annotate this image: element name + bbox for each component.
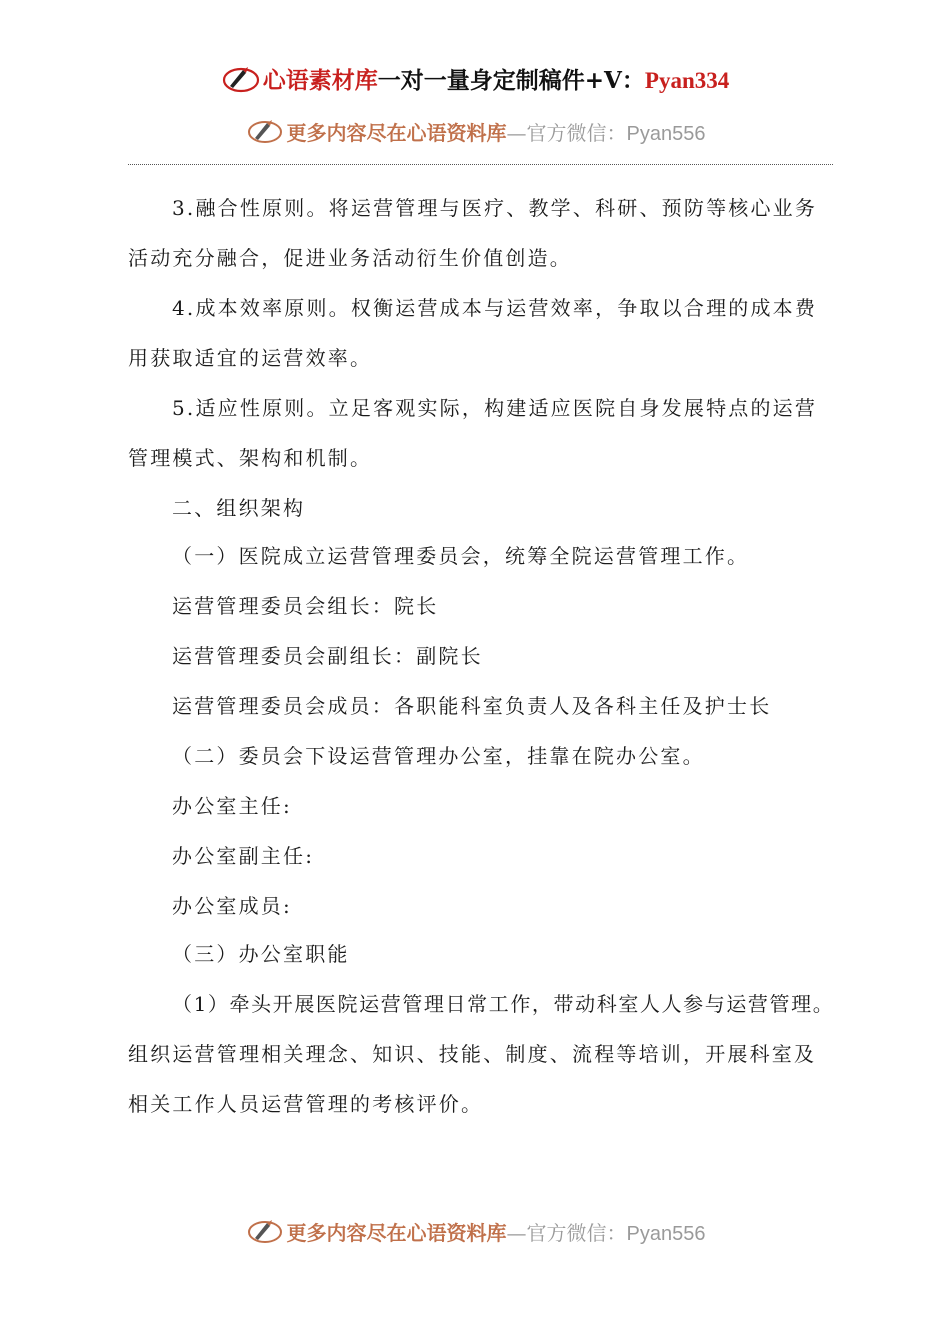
principle-5-line1: 5.适应性原则。立足客观实际，构建适应医院自身发展特点的运营 — [172, 396, 818, 420]
header-contact: Pyan334 — [644, 68, 730, 93]
top-banner — [0, 116, 950, 146]
footer-banner-dash: — — [506, 1221, 527, 1245]
committee-leader: 运营管理委员会组长：院长 — [172, 594, 439, 618]
footer-banner-label: 官方微信： — [526, 1221, 627, 1245]
subsection-2: （二）委员会下设运营管理办公室，挂靠在院办公室。 — [172, 744, 705, 768]
bottom-banner — [0, 1216, 950, 1246]
banner-text: 更多内容尽在心语资料库 — [286, 121, 507, 145]
footer-banner-text: 更多内容尽在心语资料库 — [286, 1221, 507, 1245]
function-1-line1: （1）牵头开展医院运营管理日常工作，带动科室人人参与运营管理。 — [172, 992, 835, 1016]
brand-name: 心语素材库 — [262, 68, 378, 94]
banner-logo-icon — [245, 116, 285, 146]
banner-wechat: Pyan556 — [626, 123, 706, 145]
header-title — [0, 62, 950, 95]
principle-3-line2: 活动充分融合，促进业务活动衍生价值创造。 — [128, 246, 572, 270]
office-director: 办公室主任: — [172, 794, 292, 818]
principle-3-line1: 3.融合性原则。将运营管理与医疗、教学、科研、预防等核心业务 — [172, 196, 818, 220]
subsection-1: （一）医院成立运营管理委员会，统筹全院运营管理工作。 — [172, 544, 750, 568]
function-1-line3: 相关工作人员运营管理的考核评价。 — [128, 1092, 484, 1116]
office-members: 办公室成员: — [172, 894, 292, 918]
subsection-3: （三）办公室职能 — [172, 942, 350, 966]
office-vice-director: 办公室副主任: — [172, 844, 315, 868]
principle-5-line2: 管理模式、架构和机制。 — [128, 446, 373, 470]
committee-members: 运营管理委员会成员：各职能科室负责人及各科主任及护士长 — [172, 694, 772, 718]
header-slogan: 一对一量身定制稿件+V： — [377, 67, 645, 94]
banner-dash: — — [506, 121, 527, 145]
committee-deputy: 运营管理委员会副组长：副院长 — [172, 644, 483, 668]
principle-4-line1: 4.成本效率原则。权衡运营成本与运营效率，争取以合理的成本费 — [172, 296, 818, 320]
header-divider — [128, 164, 833, 165]
banner-label: 官方微信： — [526, 121, 627, 145]
principle-4-line2: 用获取适宜的运营效率。 — [128, 346, 373, 370]
footer-logo-icon — [245, 1216, 285, 1246]
brand-logo-icon — [221, 64, 261, 94]
section-heading-2: 二、组织架构 — [172, 496, 306, 520]
footer-banner-wechat: Pyan556 — [626, 1223, 706, 1245]
function-1-line2: 组织运营管理相关理念、知识、技能、制度、流程等培训，开展科室及 — [128, 1042, 817, 1066]
